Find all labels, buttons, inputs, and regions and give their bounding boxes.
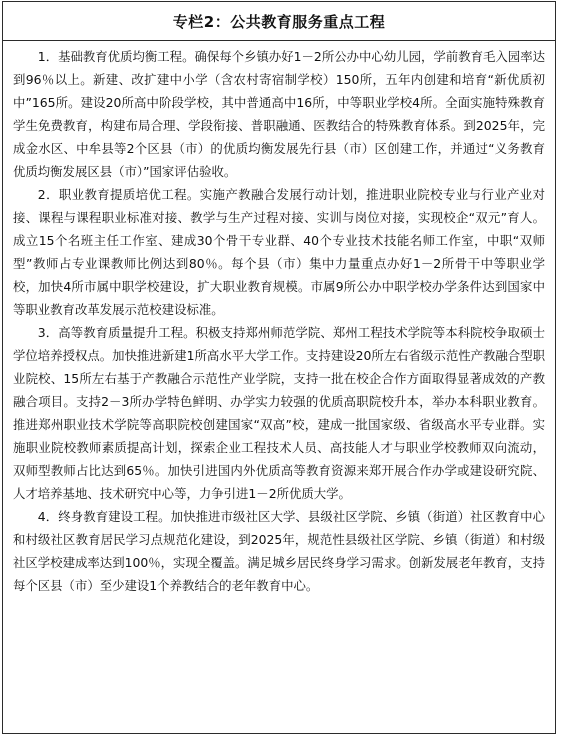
box-title: 专栏2：公共教育服务重点工程 [3,2,555,41]
paragraph-basic-education: 1．基础教育优质均衡工程。确保每个乡镇办好1－2所公办中心幼儿园，学前教育毛入园率达到96％以上。新建、改扩建中小学（含农村寄宿制学校）150所，五年内创建和培育“新优质初中”165所。建设20所高中阶段学校，其中普通高中16所，中等职业学校4所。全面实施特殊教育学生免费教育，构建布局合理、学段衔接、普职融通、医教结合的特殊教育体系。到2025年，完成金水区、中牟县等2个区县（市）的优质均衡发展先行县（市）区创建工作，并通过“义务教育优质均衡发展区县（市）”国家评估验收。 [13,49,545,179]
paragraph-lifelong-education: 4．终身教育建设工程。加快推进市级社区大学、县级社区学院、乡镇（街道）社区教育中心和村级社区教育居民学习点规范化建设，到2025年，规范性县级社区学院、乡镇（街道）和村级社区学校建成率达到100％，实现全覆盖。满足城乡居民终身学习需求。创新发展老年教育，支持每个区县（市）至少建设1个养教结合的老年教育中心。 [13,509,545,593]
paragraph-vocational-education: 2．职业教育提质培优工程。实施产教融合发展行动计划，推进职业院校专业与行业产业对接、课程与课程职业标准对接、教学与生产过程对接、实训与岗位对接，实现校企“双元”育人。成立15个名班主任工作室、建成30个骨干专业群、40个专业技术技能名师工作室，中职“双师型”教师占专业课教师比例达到80％。每个县（市）集中力量重点办好1－2所骨干中等职业学校，加快4所市属中职学校建设，扩大职业教育规模。市属9所公办中职学校办学条件达到国家中等职业教育改革发展示范校建设标准。 [13,187,545,317]
box-content [3,41,555,597]
paragraph-higher-education: 3．高等教育质量提升工程。积极支持郑州师范学院、郑州工程技术学院等本科院校争取硕士学位培养授权点。加快推进新建1所高水平大学工作。支持建设20所左右省级示范性产教融合型职业院校、15所左右基于产教融合示范性产业学院，支持一批在校企合作方面取得显著成效的产教融合项目。支持2－3所办学特色鲜明、办学实力较强的优质高职院校升本，举办本科职业教育。推进郑州职业技术学院等高职院校创建国家“双高”校，建成一批国家级、省级高水平专业群。实施职业院校教师素质提高计划，探索企业工程技术人员、高技能人才与职业学校教师双向流动，双师型教师占比达到65％。加快引进国内外优质高等教育资源来郑开展合作办学或建设研究院、人才培养基地、技术研究中心等，力争引进1－2所优质大学。 [13,325,545,501]
feature-box [2,1,556,734]
